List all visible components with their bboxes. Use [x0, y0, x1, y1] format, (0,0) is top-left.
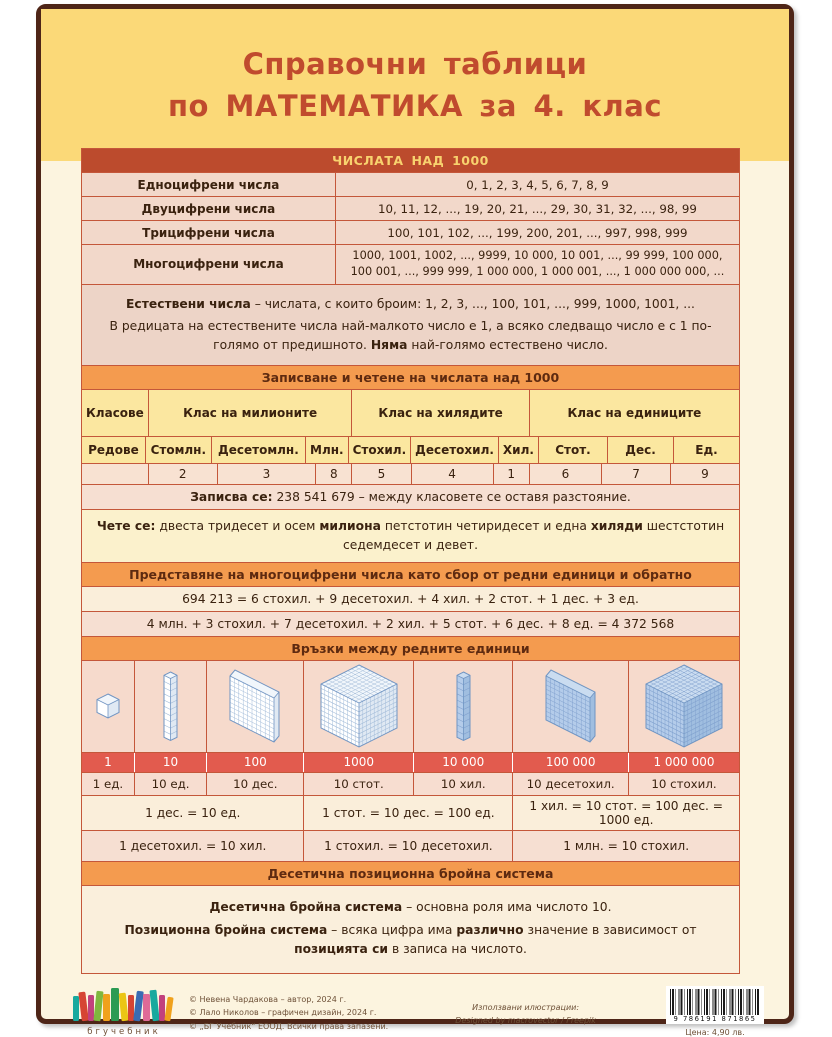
title-line-1: Справочни таблици — [242, 46, 588, 81]
place-value: 100 — [206, 753, 303, 772]
copyright-block — [189, 993, 388, 1033]
rod-blue-icon — [413, 661, 512, 752]
unit-equation: 1 хил. = 10 стот. = 100 дес. = 1000 ед. — [512, 796, 739, 830]
digit-cell: 7 — [601, 464, 670, 484]
row-label-three-digit: Трицифрени числа — [142, 225, 275, 240]
unit-equation: 1 десетохил. = 10 хил. — [119, 838, 267, 853]
copyright-line: © Лало Николов – графичен дизайн, 2024 г. — [189, 1008, 377, 1018]
orders-label: Редове — [88, 442, 139, 457]
illustration-credits — [388, 1002, 663, 1028]
title-line-2: по МАТЕМАТИКА за 4. клас — [167, 89, 663, 123]
number-types-row — [82, 220, 739, 244]
cover-footer — [41, 974, 789, 1037]
unit-name: 10 дес. — [206, 773, 303, 795]
row-label-single-digit: Едноцифрени числа — [137, 177, 280, 192]
base-ten-blocks-row — [82, 660, 739, 752]
example-digits-row — [82, 463, 739, 484]
page-title — [168, 43, 662, 127]
cover-header — [41, 9, 789, 161]
unit-equation: 1 млн. = 10 стохил. — [512, 831, 739, 861]
col-ones: Ед. — [673, 437, 739, 463]
place-value: 10 000 — [413, 753, 512, 772]
row-label-two-digit: Двуцифрени числа — [141, 201, 276, 216]
flat-blue-icon — [512, 661, 628, 752]
section-header-decimal-system: Десетична позиционна бройна система — [82, 861, 739, 885]
written-form-note: Записва се: 238 541 679 – между класовете се оставя разстояние. — [82, 484, 739, 509]
unit-equation: 1 стот. = 10 дес. = 100 ед. — [303, 796, 512, 830]
natural-numbers-definition: Естествени числа – числата, с които броим: 1, 2, 3, ..., 100, 101, ..., 999, 1000, 1001, ... — [126, 296, 695, 311]
row-value-three-digit: 100, 101, 102, ..., 199, 200, 201, ..., 997, 998, 999 — [335, 221, 739, 244]
digit-cell: 3 — [217, 464, 316, 484]
col-millions: Млн. — [305, 437, 348, 463]
reference-table — [81, 148, 740, 974]
col-hundred-millions: Стомлн. — [145, 437, 211, 463]
barcode-bars-icon — [670, 989, 760, 1015]
decimal-system-definition: Десетична бройна система – основна роля има числото 10. — [209, 899, 612, 914]
copyright-line: © „БГ Учебник“ ЕООД. Всички права запазени. — [189, 1021, 389, 1031]
row-label-multi-digit: Многоцифрени числа — [133, 257, 284, 272]
digit-cell: 2 — [148, 464, 217, 484]
unit-name: 10 десетохил. — [512, 773, 628, 795]
spoken-form-note: Чете се: двеста тридесет и осем милиона петстотин четиридесет и една хиляди шестстотин седемдесет и девет. — [82, 509, 739, 562]
unit-name: 10 хил. — [413, 773, 512, 795]
credits-line-2: Designed by macrovector / Freepik — [455, 1015, 596, 1025]
digit-cell: 9 — [670, 464, 739, 484]
place-value: 1 000 000 — [628, 753, 739, 772]
col-hundred-thousands: Стохил. — [348, 437, 411, 463]
unit-cube-white-icon — [82, 661, 134, 752]
classes-header-row — [82, 389, 739, 436]
decimal-system-note — [82, 885, 739, 973]
digit-cell: 4 — [411, 464, 493, 484]
positional-system-definition: Позиционна бройна система – всяка цифра има различно значение в зависимост от позицията си в записа на числото. — [124, 923, 697, 957]
digit-cell: 5 — [351, 464, 410, 484]
price-label: Цена: 4,90 лв. — [685, 1028, 745, 1037]
class-units: Клас на единиците — [529, 390, 739, 436]
col-thousands: Хил. — [498, 437, 538, 463]
row-value-multi-digit: 1000, 1001, 1002, ..., 9999, 10 000, 10 001, ..., 99 999, 100 000, 100 001, ..., 999 999, 1 000 000, 1 000 001, ..., 1 000 000 000, ... — [335, 245, 739, 284]
rod-white-icon — [134, 661, 206, 752]
publisher-logo-books-icon — [72, 986, 176, 1022]
main-content — [41, 148, 789, 974]
book-cover — [36, 4, 794, 1037]
row-value-two-digit: 10, 11, 12, ..., 19, 20, 21, ..., 29, 30, 31, 32, ..., 98, 99 — [335, 197, 739, 220]
natural-numbers-rule: В редицата на естествените числа най-малкото число е 1, а всяко следващо число е с 1 по-голямо от предишното. Няма най-голямо естествено число. — [109, 318, 712, 352]
classes-label: Класове — [86, 405, 144, 420]
unit-name: 10 ед. — [134, 773, 206, 795]
cube-blue-icon — [628, 661, 739, 752]
col-tens: Дес. — [607, 437, 673, 463]
unit-equation: 1 стохил. = 10 десетохил. — [303, 831, 512, 861]
barcode-digits: 9 786191 871865 — [670, 1015, 760, 1023]
unit-equations-row-1 — [82, 795, 739, 830]
unit-names-row — [82, 772, 739, 795]
unit-equation: 1 дес. = 10 ед. — [145, 805, 241, 820]
row-value-single-digit: 0, 1, 2, 3, 4, 5, 6, 7, 8, 9 — [335, 173, 739, 196]
col-ten-millions: Десетомлн. — [211, 437, 305, 463]
barcode-block — [663, 986, 767, 1037]
section-header-numbers-over-1000: ЧИСЛАТА НАД 1000 — [82, 149, 739, 172]
orders-header-row — [82, 436, 739, 463]
class-millions: Клас на милионите — [148, 390, 352, 436]
unit-equations-row-2 — [82, 830, 739, 861]
digit-cell: 8 — [315, 464, 351, 484]
digit-cell: 1 — [493, 464, 529, 484]
natural-numbers-note — [82, 284, 739, 365]
col-hundreds: Стот. — [538, 437, 607, 463]
digit-cell: 6 — [529, 464, 601, 484]
unit-name: 10 стот. — [303, 773, 413, 795]
section-header-writing-reading: Записване и четене на числата над 1000 — [82, 365, 739, 389]
flat-white-icon — [206, 661, 303, 752]
section-header-unit-links: Връзки между редните единици — [82, 636, 739, 660]
place-values-row — [82, 752, 739, 772]
publisher-name: бгучебник — [87, 1027, 161, 1037]
barcode — [666, 986, 764, 1024]
section-header-expanded-form: Представяне на многоцифрени числа като сбор от редни единици и обратно — [82, 562, 739, 586]
place-value: 1 — [104, 755, 112, 770]
place-value: 10 — [134, 753, 206, 772]
number-types-row — [82, 196, 739, 220]
place-value: 100 000 — [512, 753, 628, 772]
class-thousands: Клас на хилядите — [351, 390, 528, 436]
unit-name: 10 стохил. — [628, 773, 739, 795]
copyright-line: © Невена Чардакова – автор, 2024 г. — [189, 995, 347, 1005]
publisher-logo — [65, 986, 183, 1037]
number-types-row — [82, 244, 739, 284]
digit-cell-empty — [82, 464, 148, 484]
cube-white-icon — [303, 661, 413, 752]
credits-line-1: Използвани илюстрации: — [472, 1003, 580, 1013]
unit-name: 1 ед. — [92, 776, 124, 791]
expanded-form-example-2: 4 млн. + 3 стохил. + 7 десетохил. + 2 хил. + 5 стот. + 6 дес. + 8 ед. = 4 372 568 — [82, 611, 739, 636]
col-ten-thousands: Десетохил. — [410, 437, 498, 463]
number-types-row — [82, 172, 739, 196]
place-value: 1000 — [303, 753, 413, 772]
expanded-form-example-1: 694 213 = 6 стохил. + 9 десетохил. + 4 хил. + 2 стот. + 1 дес. + 3 ед. — [82, 586, 739, 611]
